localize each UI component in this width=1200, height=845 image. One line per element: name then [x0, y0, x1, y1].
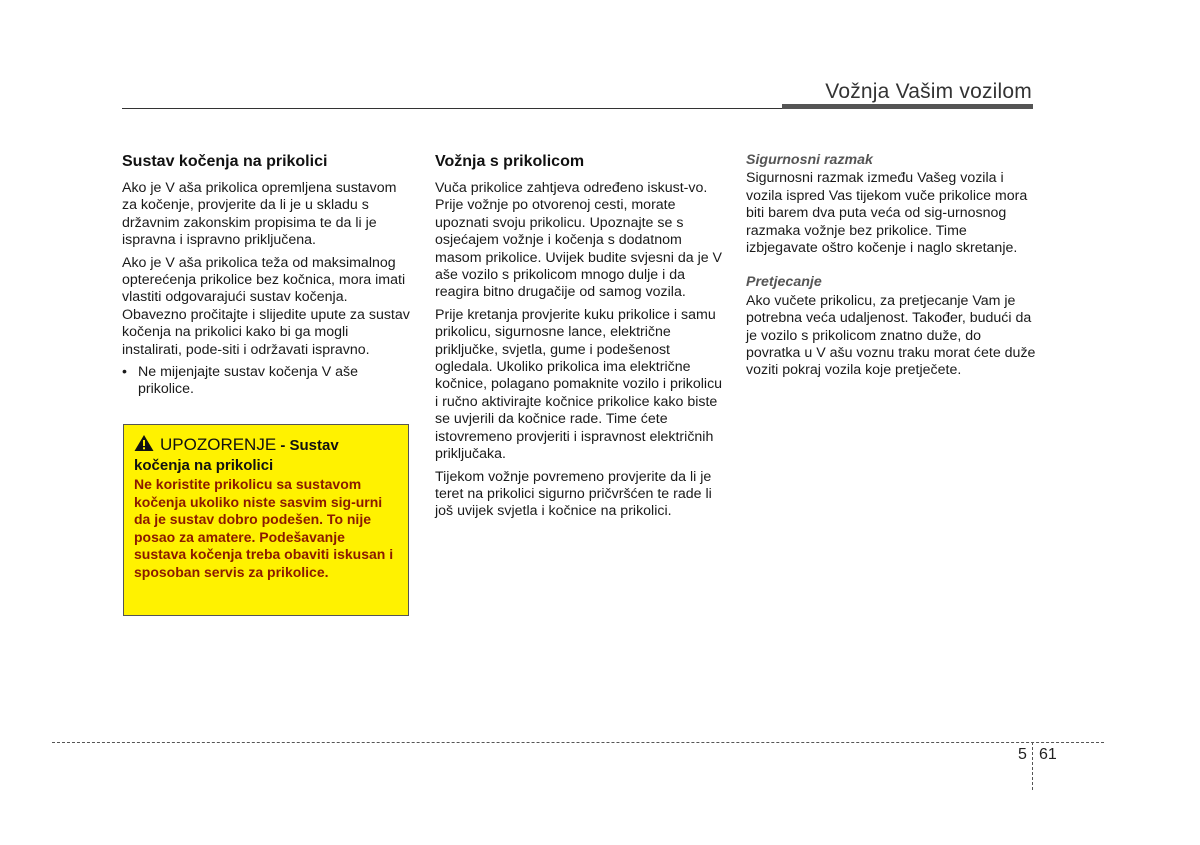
subheading-safe-distance: Sigurnosni razmak	[746, 152, 873, 168]
bullet-text: Ne mijenjajte sustav kočenja V aše prikolice.	[138, 364, 359, 398]
paragraph: Vuča prikolice zahtjeva određeno iskust-vo. Prije vožnje po otvorenoj cesti, morate upoznati svoju prikolicu. Upoznajte se s osjećajem vožnje i kočenja s dodatnom masom prikolice. Uvijek budite svjesni da je V aše vozilo s prikolicom mnogo dulje i da reagira bitno drugačije od samog vozila.	[435, 180, 723, 301]
paragraph: Ako vučete prikolicu, za pretjecanje Vam je potrebna veća udaljenost. Također, budući da je vozilo s prikolicom znatno duže, do povratka u V ašu voznu traku morat ćete duže voziti pokraj vozila koje pretječete.	[746, 292, 1036, 379]
warning-title	[134, 434, 398, 456]
page-header-title: Vožnja Vašim vozilom	[825, 80, 1032, 103]
section-heading-trailer-brakes: Sustav kočenja na prikolici	[122, 153, 328, 170]
warning-text: Ne koristite prikolicu sa sustavom kočenja ukoliko niste sasvim sig-urni da je sustav dobro podešen. To nije posao za amatere. Podešavanje sustava kočenja treba obaviti iskusan i sposoban servis za prikolice.	[134, 476, 394, 580]
paragraph: Ako je V aša prikolica opremljena sustavom za kočenje, provjerite da li je u skladu s državnim zakonskim propisima te da li je ispravna i ispravno priključena.	[122, 180, 397, 249]
warning-label: UPOZORENJE	[160, 435, 277, 454]
warning-triangle-icon	[134, 434, 154, 452]
header-rule	[122, 108, 782, 109]
column-middle	[435, 152, 727, 526]
column-left	[122, 152, 412, 404]
bullet-mark: •	[122, 364, 127, 381]
warning-box	[123, 424, 409, 616]
paragraph: Prije kretanja provjerite kuku prikolice i samu prikolicu, sigurnosne lance, električne priključke, svjetla, gume i podešenost ogledala. Ukoliko prikolica ima električne kočnice, polagano pomaknite vozilo i prikolicu i ručno aktivirajte kočnice prikolice kako biste se uvjerili da kočnice rade. Time ćete istovremeno provjeriti i ispravnost električnih priključaka.	[435, 306, 723, 463]
footer-vertical-rule	[1032, 742, 1033, 790]
footer-rule	[52, 742, 1104, 743]
column-right	[746, 152, 1038, 385]
header-bar	[782, 104, 1033, 109]
warning-subtitle: kočenja na prikolici	[134, 457, 274, 474]
chapter-number: 5	[1018, 746, 1027, 763]
paragraph: Sigurnosni razmak između Vašeg vozila i vozila ispred Vas tijekom vuče prikolice mora biti barem dva puta veća od sig-urnosnog razmaka vožnje bez prikolice. Time izbjegavate oštro kočenje i naglo skretanje.	[746, 170, 1028, 257]
page-number: 61	[1039, 746, 1057, 763]
section-heading-towing: Vožnja s prikolicom	[435, 153, 585, 170]
warning-title-suffix: - Sustav	[276, 437, 339, 454]
subheading-overtaking: Pretjecanje	[746, 274, 822, 291]
paragraph: Ako je V aša prikolica teža od maksimalnog opterećenja prikolice bez kočnica, mora imati vlastiti odgovarajući sustav kočenja. Obavezno pročitajte i slijedite upute za sustav kočenja na prikolici kako bi ga mogli instalirati, pode-siti i održavati ispravno.	[122, 254, 410, 358]
bullet-item	[122, 364, 412, 399]
paragraph: Tijekom vožnje povremeno provjerite da li je teret na prikolici sigurno pričvršćen te rade li još uvijek svjetla i kočnice na prikolici.	[435, 468, 712, 520]
